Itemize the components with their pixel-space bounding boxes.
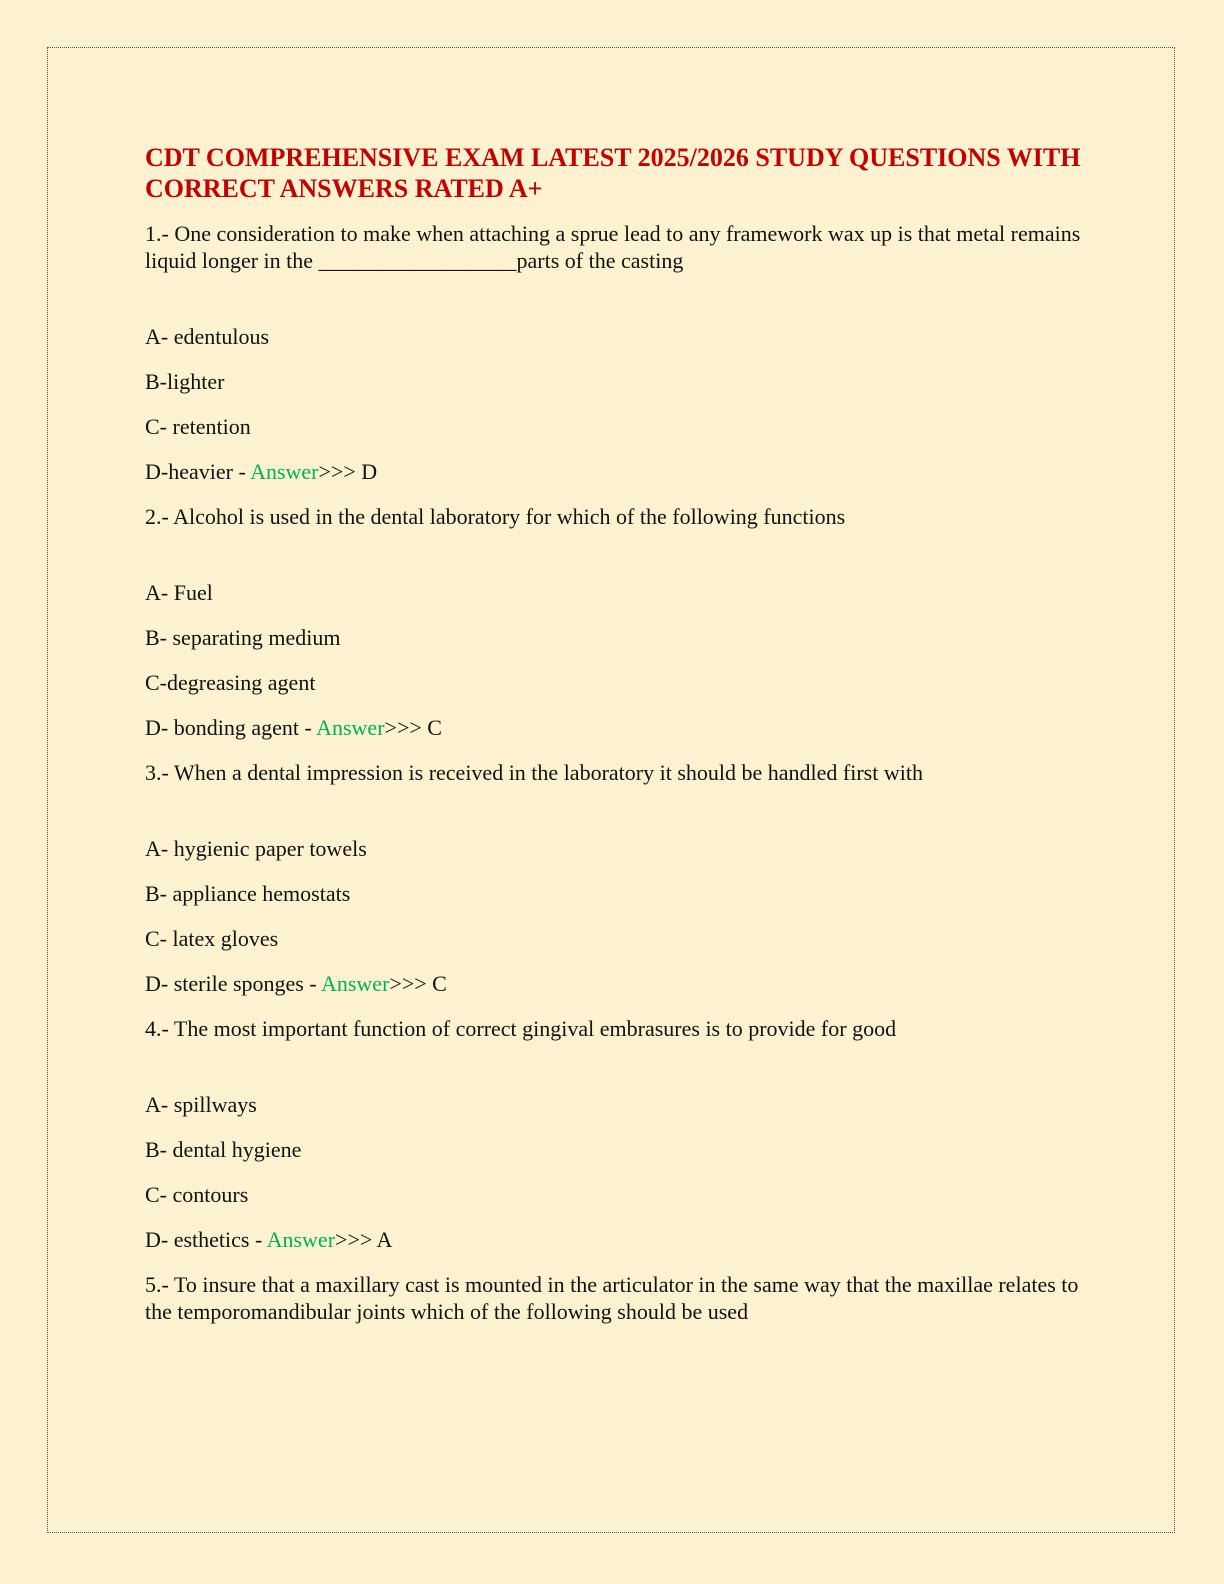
option-b: B- appliance hemostats — [145, 881, 351, 906]
option-d-with-answer — [145, 1226, 1085, 1253]
question-text: 1.- One consideration to make when attaching a sprue lead to any framework wax up is that metal remains liquid longer in the __________________parts of the casting — [145, 221, 1081, 273]
option-a: A- Fuel — [145, 580, 213, 605]
option-a: A- edentulous — [145, 324, 270, 349]
option-b: B- separating medium — [145, 625, 341, 650]
option-b: B-lighter — [145, 369, 225, 394]
answer-value: >>> C — [389, 971, 447, 996]
question-block — [145, 220, 1085, 485]
option-d-with-answer — [145, 970, 1085, 997]
option-d-with-answer — [145, 714, 1085, 741]
option-b: B- dental hygiene — [145, 1137, 302, 1162]
option-a: A- spillways — [145, 1092, 257, 1117]
option-d: D-heavier - — [145, 459, 251, 484]
question-block — [145, 503, 1085, 741]
document-body — [145, 142, 1085, 1325]
answer-label: Answer — [316, 715, 385, 740]
question-block — [145, 759, 1085, 997]
answer-label: Answer — [266, 1227, 336, 1252]
document-title: CDT COMPREHENSIVE EXAM LATEST 2025/2026 STUDY QUESTIONS WITH CORRECT ANSWERS RATED A+ — [145, 143, 1081, 203]
answer-label: Answer — [250, 459, 319, 484]
question-text: 3.- When a dental impression is received in the laboratory it should be handled first with — [145, 760, 923, 785]
answer-value: >>> C — [384, 715, 442, 740]
answer-label: Answer — [320, 971, 390, 996]
question-text: 5.- To insure that a maxillary cast is mounted in the articulator in the same way that the maxillae relates to the temporomandibular joints which of the following should be used — [145, 1272, 1079, 1324]
option-c: C- retention — [145, 414, 251, 439]
answer-value: >>> D — [318, 459, 378, 484]
question-block — [145, 1271, 1085, 1325]
question-block — [145, 1015, 1085, 1253]
option-c: C- contours — [145, 1182, 249, 1207]
answer-value: >>> A — [335, 1227, 393, 1252]
option-d: D- esthetics - — [145, 1227, 267, 1252]
option-c: C- latex gloves — [145, 926, 279, 951]
option-d-with-answer — [145, 458, 1085, 485]
option-a: A- hygienic paper towels — [145, 836, 367, 861]
option-d: D- bonding agent - — [145, 715, 317, 740]
question-text: 2.- Alcohol is used in the dental laboratory for which of the following functions — [145, 504, 846, 529]
option-c: C-degreasing agent — [145, 670, 316, 695]
option-d: D- sterile sponges - — [145, 971, 321, 996]
question-text: 4.- The most important function of correct gingival embrasures is to provide for good — [145, 1016, 897, 1041]
